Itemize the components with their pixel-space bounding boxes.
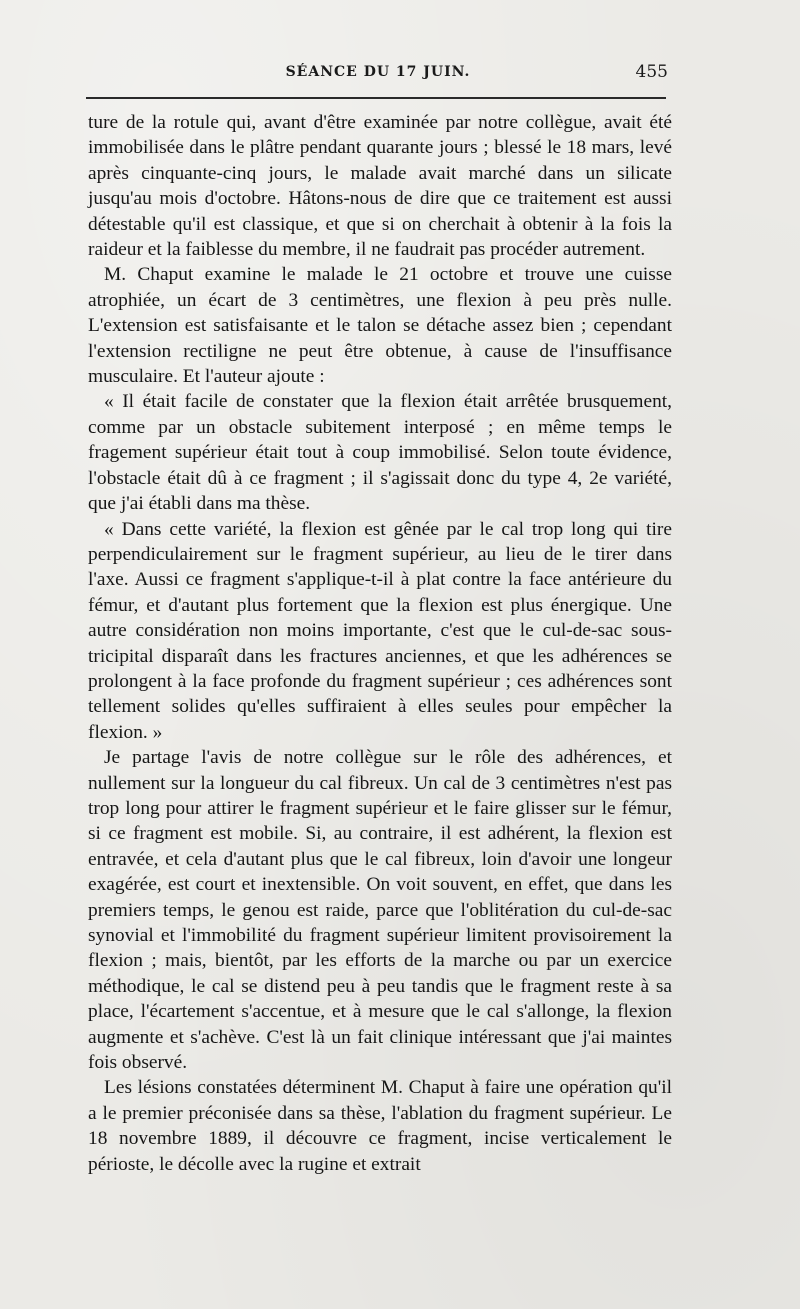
paragraph-quote-flexion: « Il était facile de constater que la flexion était arrêtée brusquement, comme par un obstacle subitement interposé ; en même temps le fragement supérieur était tout à coup immobilisé. Selon toute évidence, l'obstacle était dû à ce fragment ; il s'agissait donc du type 4, 2e variété, que j'ai établi dans ma thèse. (88, 391, 672, 515)
paragraph-author-opinion: Je partage l'avis de notre collègue sur le rôle des adhérences, et nullement sur la longueur du cal fibreux. Un cal de 3 centimètres n'est pas trop long pour attirer le fragment supérieur et le faire glisser sur le fémur, si ce fragment est mobile. Si, au contraire, il est adhérent, la flexion est entravée, et cela d'autant plus que le cal fibreux, loin d'avoir une longeur exagérée, est court et inextensible. On voit souvent, en effet, que dans les premiers temps, le genou est raide, parce que l'oblitération du cul-de-sac synovial et l'immobilité du fragment supérieur limitent provisoirement la flexion ; mais, bientôt, par les efforts de la marche ou par un exercice méthodique, le cal se distend peu à peu tandis que le fragment reste à sa place, l'écartement s'accentue, et à mesure que le cal s'allonge, la flexion augmente et s'achève. C'est là un fait clinique intéressant que j'ai maintes fois observé. (88, 747, 672, 1074)
paragraph-continuation: ture de la rotule qui, avant d'être examinée par notre collègue, avait été immobilisée dans le plâtre pendant quarante jours ; blessé le 18 mars, levé après cinquante-cinq jours, le malade avait marché dans un silicate jusqu'au mois d'octobre. Hâtons-nous de dire que ce traitement est aussi détestable qu'il est classique, et que si on cherchait à obtenir à la fois la raideur et la faiblesse du membre, il ne faudrait pas procéder autrement. (88, 112, 672, 261)
page-number: 455 (635, 62, 668, 82)
header-rule (86, 97, 666, 99)
running-head: SÉANCE DU 17 JUIN. (285, 64, 471, 80)
body-text (88, 110, 672, 1177)
page-header (86, 58, 670, 88)
paragraph-quote-variety: « Dans cette variété, la flexion est gênée par le cal trop long qui tire perpendiculairement sur le fragment supérieur, au lieu de le tirer dans l'axe. Aussi ce fragment s'applique-t-il à plat contre la face antérieure du fémur, et d'autant plus fortement que la flexion est plus énergique. Une autre considération non moins importante, c'est que le cul-de-sac sous-tricipital disparaît dans les fractures anciennes, et que les adhérences se prolongent à la face profonde du fragment supérieur ; ces adhérences sont tellement solides qu'elles suffiraient à elles seules pour empêcher la flexion. » (88, 518, 672, 743)
paragraph-chaput-examination: M. Chaput examine le malade le 21 octobre et trouve une cuisse atrophiée, un écart de 3 centimètres, une flexion à peu près nulle. L'extension est satisfaisante et le talon se détache assez bien ; cependant l'extension rectiligne ne peut être obtenue, à cause de l'insuffisance musculaire. Et l'auteur ajoute : (88, 264, 672, 388)
paragraph-operation: Les lésions constatées déterminent M. Chaput à faire une opération qu'il a le premier préconisée dans sa thèse, l'ablation du fragment supérieur. Le 18 novembre 1889, il découvre ce fragment, incise verticalement le périoste, le décolle avec la rugine et extrait (88, 1077, 672, 1175)
